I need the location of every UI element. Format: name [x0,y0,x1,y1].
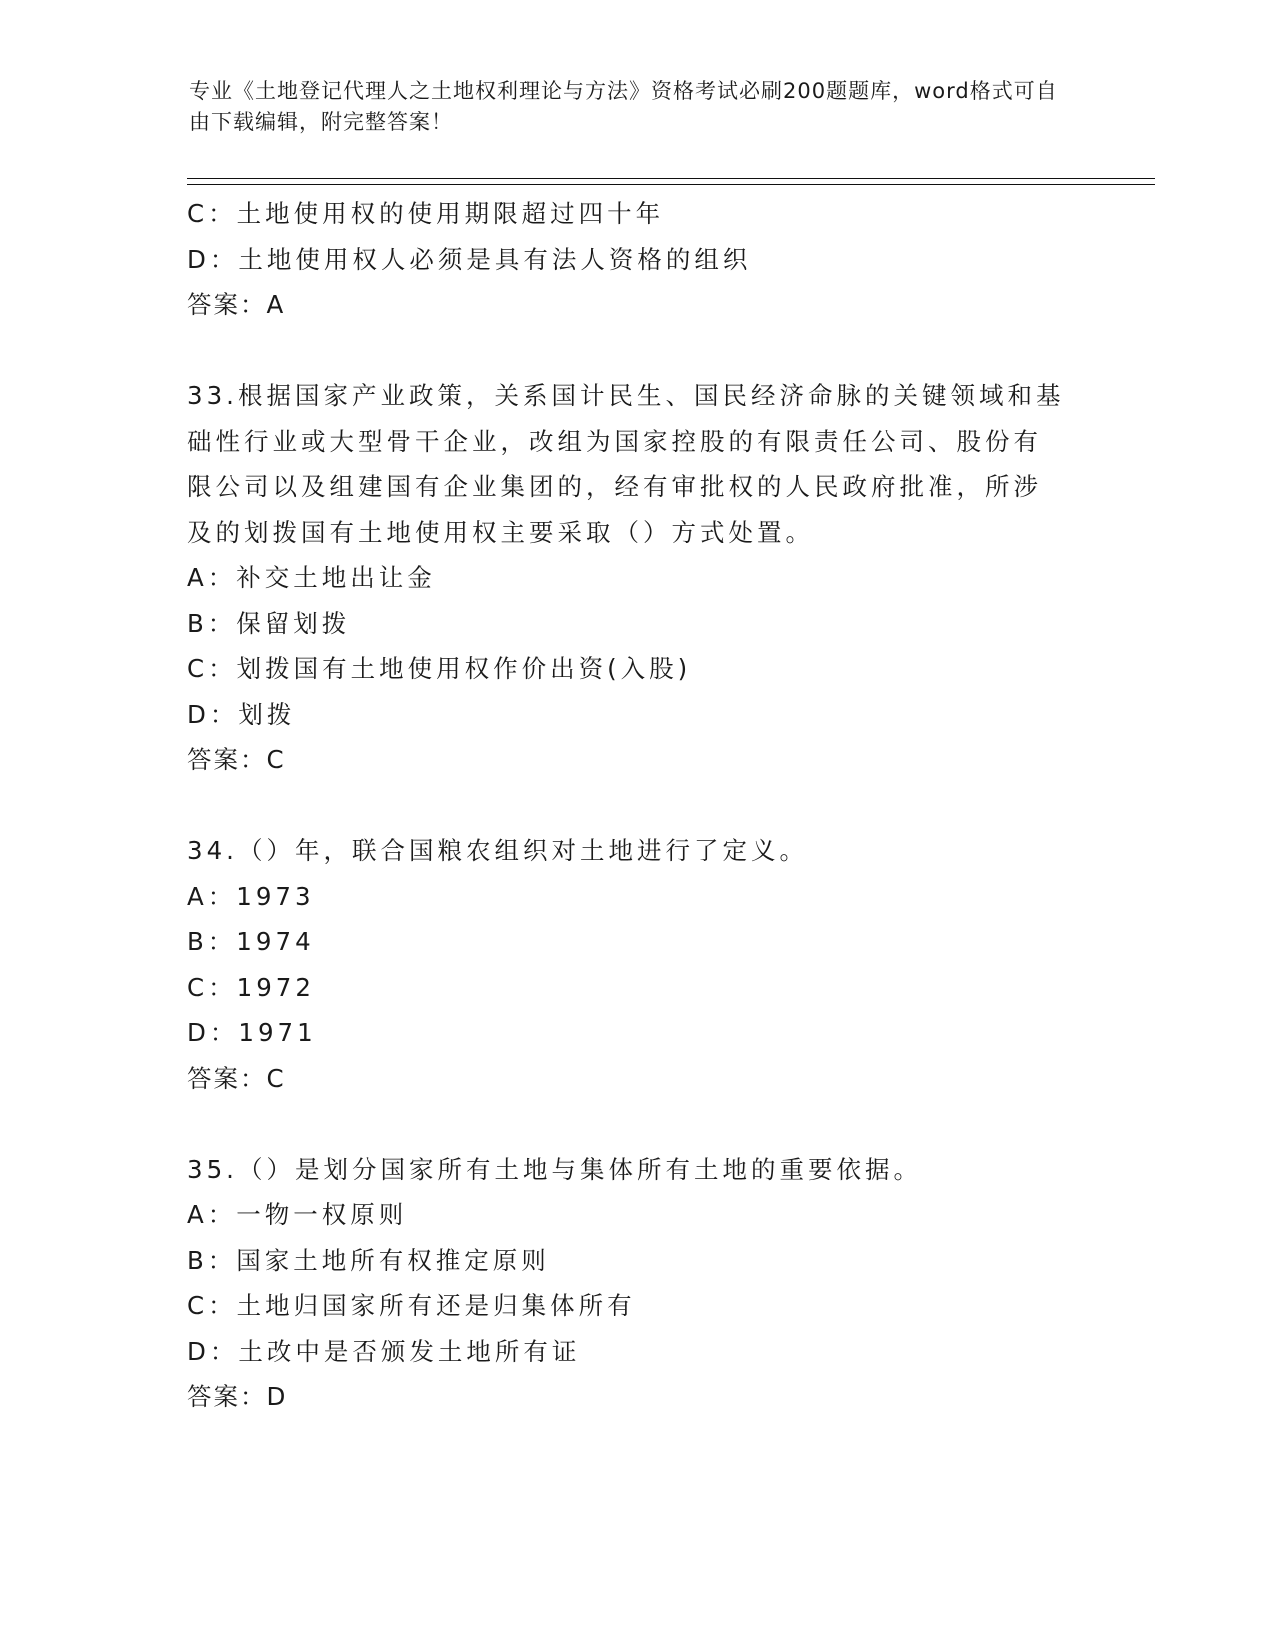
option-c: C：土地归国家所有还是归集体所有 [187,1291,636,1320]
question-stem: 34.（）年，联合国粮农组织对土地进行了定义。 [187,836,808,865]
option-d: D：1971 [187,1018,317,1047]
option-c: C：1972 [187,972,315,1002]
answer-line: 答案：A [187,290,286,319]
option-c: C：划拨国有土地使用权作价出资(入股) [187,654,692,683]
option-c: C：土地使用权的使用期限超过四十年 [187,199,665,228]
document-header: 专业《土地登记代理人之土地权利理论与方法》资格考试必刷200题题库，word格式可自由下载编辑，附完整答案！ [189,79,1058,134]
previous-question-tail [187,191,1087,328]
option-b: B：1974 [187,927,315,956]
question-stem: 33.根据国家产业政策，关系国计民生、国民经济命脉的关键领域和基础性行业或大型骨干企业，改组为国家控股的有限责任公司、股份有限公司以及组建国有企业集团的，经有审批权的人民政府批准，所涉及的划拨国有土地使用权主要采取（）方式处置。 [187,381,1065,547]
option-a: A：一物一权原则 [187,1200,408,1229]
spacer [187,328,1087,374]
option-a: A：补交土地出让金 [187,563,436,592]
option-b: B：国家土地所有权推定原则 [187,1245,550,1275]
question-33 [187,373,1087,783]
question-35 [187,1147,1087,1420]
question-content [187,191,1087,1420]
option-d: D：土地使用权人必须是具有法人资格的组织 [187,244,752,274]
option-a: A：1973 [187,881,315,911]
answer-line: 答案：C [187,1063,286,1093]
answer-line: 答案：C [187,745,286,774]
spacer [187,1101,1087,1147]
option-d: D：土改中是否颁发土地所有证 [187,1336,581,1366]
question-34 [187,828,1087,1101]
header-rule-top [187,178,1155,179]
header-rule-bottom [187,184,1155,185]
option-b: B：保留划拨 [187,608,351,638]
question-stem: 35.（）是划分国家所有土地与集体所有土地的重要依据。 [187,1154,922,1184]
spacer [187,783,1087,829]
answer-line: 答案：D [187,1382,288,1411]
option-d: D：划拨 [187,699,296,729]
